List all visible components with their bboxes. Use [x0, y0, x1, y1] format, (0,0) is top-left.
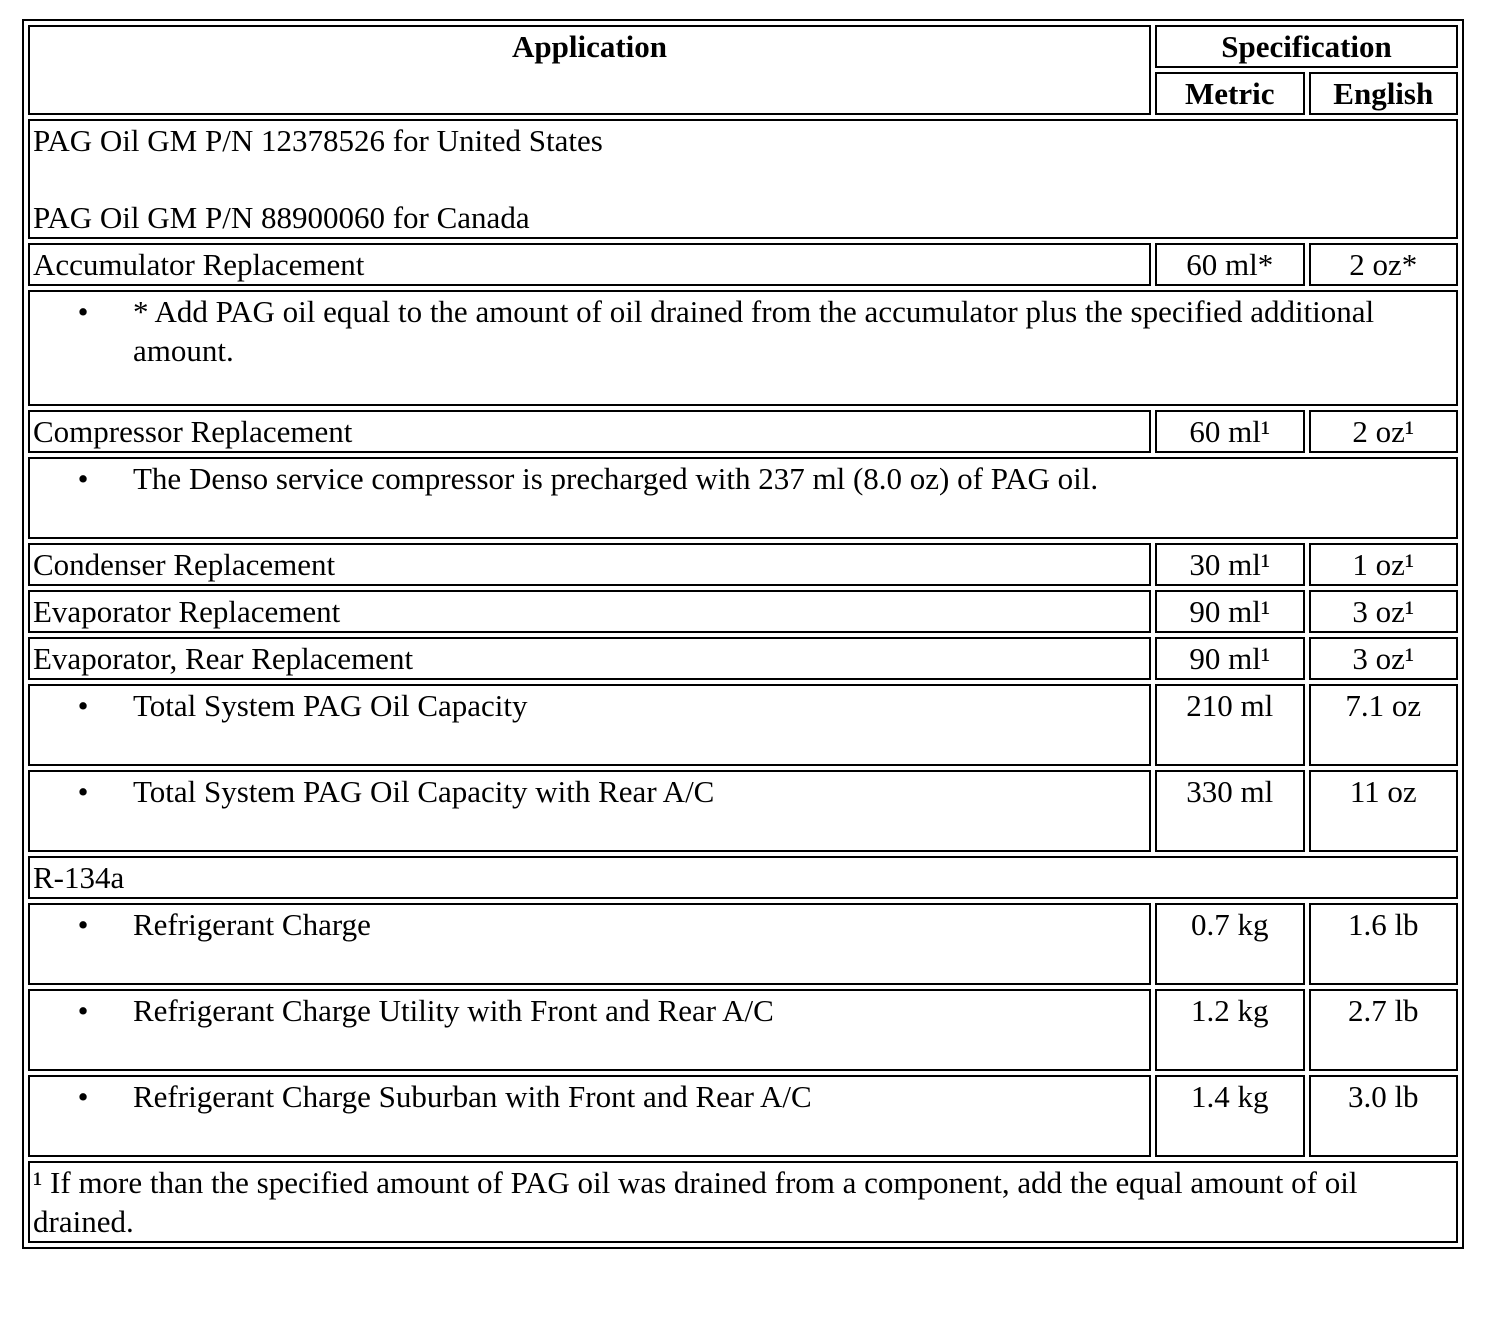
- header-specification: Specification: [1155, 25, 1458, 68]
- table-row: [28, 684, 1458, 766]
- row-label-cell: [28, 1075, 1151, 1157]
- row-metric: 330 ml: [1155, 770, 1304, 852]
- compressor-note: The Denso service compressor is precharged with 237 ml (8.0 oz) of PAG oil.: [133, 461, 1099, 496]
- row-label: Refrigerant Charge: [133, 907, 371, 942]
- row-english: 1 oz¹: [1309, 543, 1458, 586]
- row-english: 2.7 lb: [1309, 989, 1458, 1071]
- table-row: [28, 1161, 1458, 1243]
- row-english: 2 oz*: [1309, 243, 1458, 286]
- bullet-icon: •: [77, 461, 89, 496]
- bullet-icon: •: [77, 907, 89, 942]
- list-item: [33, 1077, 1146, 1116]
- specification-table: [22, 19, 1464, 1249]
- row-label: Compressor Replacement: [28, 410, 1151, 453]
- row-metric: 60 ml*: [1155, 243, 1304, 286]
- row-metric: 210 ml: [1155, 684, 1304, 766]
- accumulator-note: * Add PAG oil equal to the amount of oil drained from the accumulator plus the specified additional amount.: [133, 294, 1375, 368]
- row-label: Evaporator Replacement: [28, 590, 1151, 633]
- table-row: [28, 903, 1458, 985]
- list-item: [33, 772, 1146, 811]
- list-item: [33, 686, 1146, 725]
- header-english: English: [1309, 72, 1458, 115]
- table-row: [28, 637, 1458, 680]
- list-item: [33, 905, 1146, 944]
- row-metric: 90 ml¹: [1155, 637, 1304, 680]
- part-number-canada: PAG Oil GM P/N 88900060 for Canada: [33, 200, 530, 235]
- row-label: Evaporator, Rear Replacement: [28, 637, 1151, 680]
- row-english: 3 oz¹: [1309, 637, 1458, 680]
- table-row: [28, 989, 1458, 1071]
- part-numbers-cell: [28, 119, 1458, 239]
- row-metric: 30 ml¹: [1155, 543, 1304, 586]
- row-english: 7.1 oz: [1309, 684, 1458, 766]
- row-english: 3 oz¹: [1309, 590, 1458, 633]
- note-cell: [28, 290, 1458, 406]
- list-item: [33, 991, 1146, 1030]
- table-row: [28, 119, 1458, 239]
- row-label: Condenser Replacement: [28, 543, 1151, 586]
- refrigerant-type: R-134a: [28, 856, 1458, 899]
- bullet-icon: •: [77, 774, 89, 809]
- row-label: Accumulator Replacement: [28, 243, 1151, 286]
- list-item: [33, 292, 1453, 370]
- note-cell: [28, 457, 1458, 539]
- row-label: Refrigerant Charge Utility with Front and Rear A/C: [133, 993, 774, 1028]
- row-label-cell: [28, 770, 1151, 852]
- table-row: [28, 1075, 1458, 1157]
- row-label: Refrigerant Charge Suburban with Front and Rear A/C: [133, 1079, 812, 1114]
- table-row: [28, 290, 1458, 406]
- row-english: 3.0 lb: [1309, 1075, 1458, 1157]
- row-english: 1.6 lb: [1309, 903, 1458, 985]
- table-row: [28, 457, 1458, 539]
- row-metric: 60 ml¹: [1155, 410, 1304, 453]
- table-row: [28, 770, 1458, 852]
- bullet-icon: •: [77, 993, 89, 1028]
- row-label-cell: [28, 903, 1151, 985]
- header-application: Application: [28, 25, 1151, 115]
- table-row: [28, 243, 1458, 286]
- row-label-cell: [28, 684, 1151, 766]
- table-row: [28, 410, 1458, 453]
- row-english: 11 oz: [1309, 770, 1458, 852]
- row-label-cell: [28, 989, 1151, 1071]
- row-metric: 1.4 kg: [1155, 1075, 1304, 1157]
- table-row: [28, 856, 1458, 899]
- footnote: ¹ If more than the specified amount of PAG oil was drained from a component, add the equal amount of oil drained.: [28, 1161, 1458, 1243]
- header-metric: Metric: [1155, 72, 1304, 115]
- row-english: 2 oz¹: [1309, 410, 1458, 453]
- bullet-icon: •: [77, 1079, 89, 1114]
- part-number-us: PAG Oil GM P/N 12378526 for United States: [33, 123, 603, 158]
- row-label: Total System PAG Oil Capacity with Rear A/C: [133, 774, 715, 809]
- row-metric: 0.7 kg: [1155, 903, 1304, 985]
- bullet-icon: •: [77, 294, 89, 329]
- list-item: [33, 459, 1453, 498]
- row-metric: 1.2 kg: [1155, 989, 1304, 1071]
- header-row: [28, 25, 1458, 68]
- bullet-icon: •: [77, 688, 89, 723]
- row-metric: 90 ml¹: [1155, 590, 1304, 633]
- table-row: [28, 543, 1458, 586]
- table-row: [28, 590, 1458, 633]
- row-label: Total System PAG Oil Capacity: [133, 688, 528, 723]
